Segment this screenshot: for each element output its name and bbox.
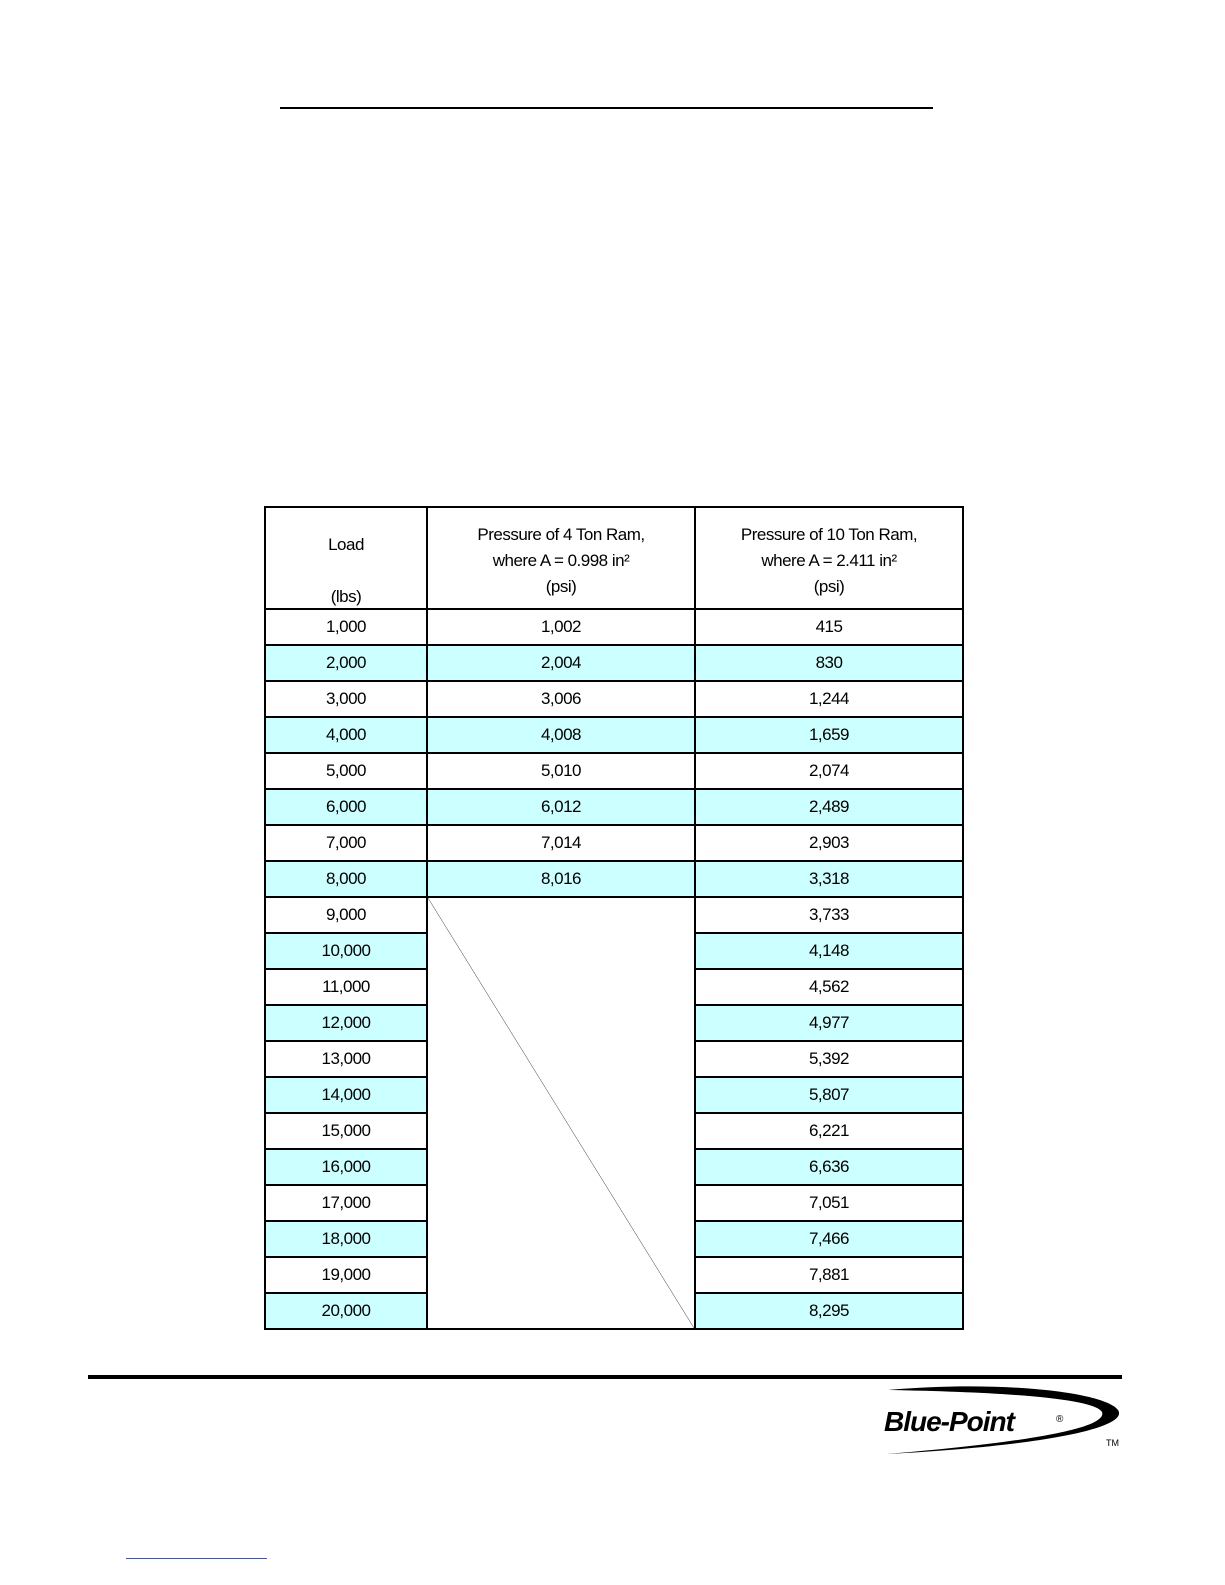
table-row <box>265 645 963 681</box>
ram10-pressure-cell: 6,636 <box>695 1149 963 1185</box>
pressure-table-container <box>264 506 962 1323</box>
ram10-pressure-cell: 4,977 <box>695 1005 963 1041</box>
ram4-pressure-cell: 2,004 <box>427 645 695 681</box>
blue-point-logo-icon <box>880 1384 1125 1460</box>
load-cell: 15,000 <box>265 1113 427 1149</box>
ram4-pressure-cell: 4,008 <box>427 717 695 753</box>
ram10-pressure-cell: 5,392 <box>695 1041 963 1077</box>
load-cell: 3,000 <box>265 681 427 717</box>
load-cell: 13,000 <box>265 1041 427 1077</box>
load-cell: 16,000 <box>265 1149 427 1185</box>
ram10-pressure-cell: 4,148 <box>695 933 963 969</box>
ram10-pressure-cell: 6,221 <box>695 1113 963 1149</box>
load-header <box>265 507 427 609</box>
table-row <box>265 897 963 933</box>
ram4-header-unit: (psi) <box>545 577 577 596</box>
ram10-pressure-cell: 4,562 <box>695 969 963 1005</box>
ram10-pressure-cell: 415 <box>695 609 963 645</box>
ram10-pressure-cell: 5,807 <box>695 1077 963 1113</box>
footer-rule <box>88 1375 1122 1379</box>
load-cell: 11,000 <box>265 969 427 1005</box>
ram4-header-title: Pressure of 4 Ton Ram, <box>477 525 645 544</box>
svg-text:Blue-Point: Blue-Point <box>884 1406 1014 1437</box>
ram10-pressure-cell: 1,244 <box>695 681 963 717</box>
ram10-pressure-cell: 7,466 <box>695 1221 963 1257</box>
ram4-header <box>427 507 695 609</box>
load-cell: 2,000 <box>265 645 427 681</box>
load-cell: 9,000 <box>265 897 427 933</box>
svg-text:TM: TM <box>1106 1438 1119 1448</box>
load-cell: 18,000 <box>265 1221 427 1257</box>
svg-text:®: ® <box>1056 1414 1064 1425</box>
load-cell: 7,000 <box>265 825 427 861</box>
ram4-pressure-cell: 3,006 <box>427 681 695 717</box>
ram4-pressure-cell: 5,010 <box>427 753 695 789</box>
diagonal-strike-icon <box>428 898 694 1328</box>
load-cell: 20,000 <box>265 1293 427 1329</box>
table-row <box>265 861 963 897</box>
footer-link-underline <box>126 1558 267 1559</box>
load-cell: 10,000 <box>265 933 427 969</box>
ram10-pressure-cell: 7,881 <box>695 1257 963 1293</box>
load-cell: 12,000 <box>265 1005 427 1041</box>
ram4-pressure-cell: 8,016 <box>427 861 695 897</box>
table-row <box>265 825 963 861</box>
load-cell: 6,000 <box>265 789 427 825</box>
ram4-pressure-cell: 1,002 <box>427 609 695 645</box>
load-cell: 19,000 <box>265 1257 427 1293</box>
ram10-pressure-cell: 2,489 <box>695 789 963 825</box>
ram10-pressure-cell: 8,295 <box>695 1293 963 1329</box>
ram10-pressure-cell: 2,074 <box>695 753 963 789</box>
load-header-label: Load <box>328 535 364 554</box>
table-row <box>265 681 963 717</box>
ram10-header <box>695 507 963 609</box>
load-cell: 5,000 <box>265 753 427 789</box>
load-cell: 4,000 <box>265 717 427 753</box>
ram10-pressure-cell: 3,318 <box>695 861 963 897</box>
ram4-header-area: where A = 0.998 in² <box>492 551 630 570</box>
ram4-pressure-cell: 7,014 <box>427 825 695 861</box>
top-rule <box>280 107 933 109</box>
ram10-header-area: where A = 2.411 in² <box>761 551 897 570</box>
ram4-not-applicable-cell <box>427 897 695 1329</box>
load-cell: 8,000 <box>265 861 427 897</box>
ram10-pressure-cell: 1,659 <box>695 717 963 753</box>
ram10-header-title: Pressure of 10 Ton Ram, <box>740 525 918 544</box>
ram10-pressure-cell: 7,051 <box>695 1185 963 1221</box>
ram10-pressure-cell: 2,903 <box>695 825 963 861</box>
load-header-unit: (lbs) <box>330 587 362 606</box>
ram10-pressure-cell: 830 <box>695 645 963 681</box>
load-cell: 14,000 <box>265 1077 427 1113</box>
load-cell: 17,000 <box>265 1185 427 1221</box>
pressure-table <box>264 506 964 1330</box>
table-row <box>265 753 963 789</box>
ram10-header-unit: (psi) <box>813 577 845 596</box>
load-cell: 1,000 <box>265 609 427 645</box>
ram4-pressure-cell: 6,012 <box>427 789 695 825</box>
blue-point-logo <box>880 1384 1125 1460</box>
table-row <box>265 609 963 645</box>
table-row <box>265 717 963 753</box>
ram10-pressure-cell: 3,733 <box>695 897 963 933</box>
table-header-row <box>265 507 963 609</box>
table-row <box>265 789 963 825</box>
